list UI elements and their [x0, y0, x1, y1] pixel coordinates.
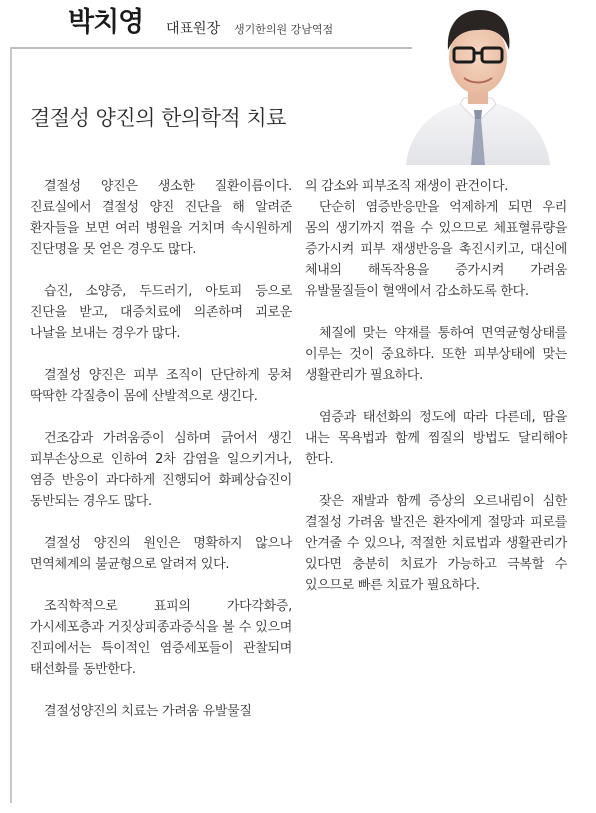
paragraph-continuation: 의 감소와 피부조직 재생이 관건이다. — [305, 179, 509, 194]
left-frame-line — [10, 47, 12, 803]
paragraph: 결절성양진의 치료는 가려움 유발물질 — [44, 704, 252, 719]
paragraph: 결절성 양진은 피부 조직이 단단하게 뭉쳐 딱딱한 각질층이 몸에 산발적으로 생긴다. — [30, 368, 292, 404]
paragraph: 염증과 태선화의 정도에 따라 다른데, 땀을 내는 목욕법과 함께 찜질의 방법도 달리해야 한다. — [305, 410, 567, 467]
paragraph: 조직학적으로 표피의 가다각화증, 가시세포층과 거짓상피종과증식을 볼 수 있으며 진피에서는 특이적인 염증세포들이 관찰되며 태선화를 동반한다. — [30, 599, 292, 677]
paragraph: 잦은 재발과 함께 증상의 오르내림이 심한 결절성 가려움 발진은 환자에게 절망과 피로를 안겨줄 수 있으나, 적절한 치료법과 생활관리가 있다면 충분히 치료가 가능하고 극복할 수 있으므로 빠른 치료가 필요하다. — [305, 494, 567, 593]
paragraph: 단순히 염증반응만을 억제하게 되면 우리 몸의 생기까지 꺾을 수 있으므로 체표혈류량을 증가시켜 피부 재생반응을 촉진시키고, 대신에 체내의 해독작용을 증가시켜 가려움 유발물질들이 혈액에서 감소하도록 한다. — [305, 200, 567, 299]
article-title: 결절성 양진의 한의학적 치료 — [30, 106, 286, 130]
paragraph: 건조감과 가려움증이 심하며 긁어서 생긴 피부손상으로 인하여 2차 감염을 일으키거나, 염증 반응이 과다하게 진행되어 화폐상습진이 동반되는 경우도 많다. — [30, 431, 292, 509]
clinic-name: 생기한의원 강남역점 — [234, 23, 334, 36]
article-column-right — [305, 176, 567, 617]
article-body — [14, 166, 582, 806]
author-portrait — [398, 0, 558, 165]
article-header — [68, 6, 428, 46]
article-column-left — [30, 176, 292, 743]
author-role: 대표원장 — [166, 21, 221, 37]
paragraph: 결절성 양진의 원인은 명확하지 않으나 면역체계의 불균형으로 알려져 있다. — [30, 536, 292, 572]
paragraph: 습진, 소양증, 두드러기, 아토피 등으로 진단을 받고, 대증치료에 의존하며 괴로운 나날을 보내는 경우가 많다. — [30, 284, 292, 341]
paragraph: 결절성 양진은 생소한 질환이름이다. 진료실에서 결절성 양진 진단을 해 알려준 환자들을 보면 여러 병원을 거치며 속시원하게 진단명을 못 얻은 경우도 많다. — [30, 179, 292, 257]
header-divider — [10, 47, 412, 49]
author-name: 박치영 — [68, 7, 144, 38]
paragraph: 체질에 맞는 약재를 통하여 면역균형상태를 이루는 것이 중요하다. 또한 피부상태에 맞는 생활관리가 필요하다. — [305, 326, 567, 383]
